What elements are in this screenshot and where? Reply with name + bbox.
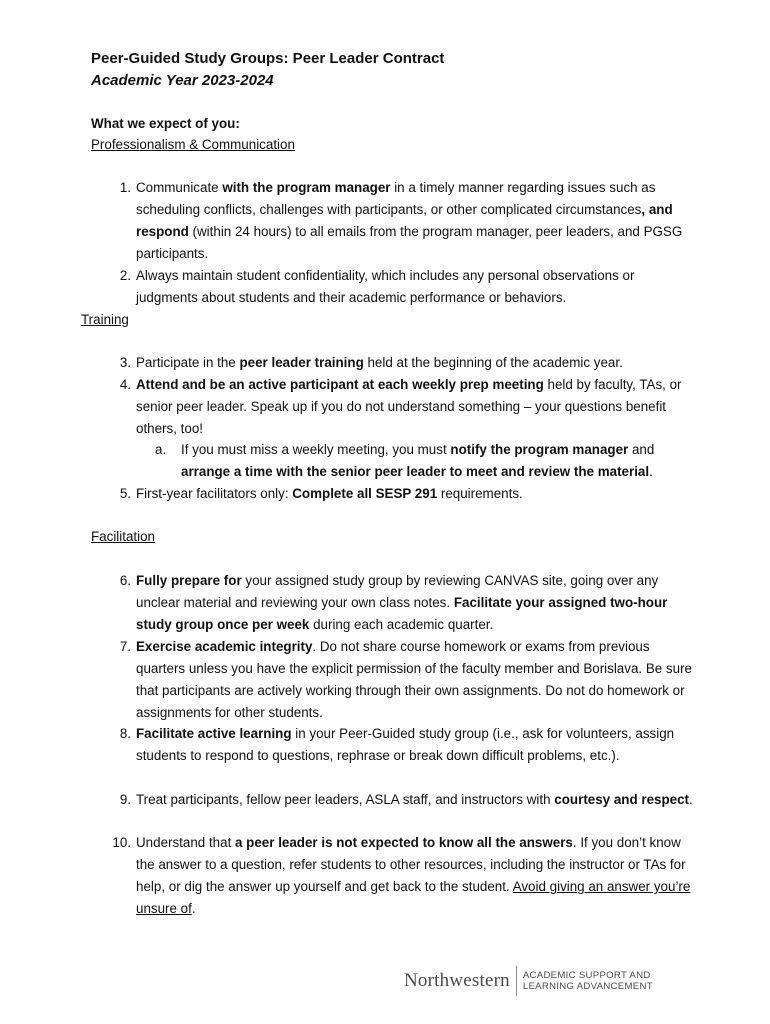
item-number: 9. (119, 792, 131, 807)
section-facilitation: Facilitation (91, 529, 156, 544)
item-number: 2. (119, 268, 131, 283)
list-item-5 (109, 483, 694, 505)
department-name: ACADEMIC SUPPORT AND LEARNING ADVANCEMENT (522, 970, 653, 992)
item-number: 8. (119, 726, 131, 741)
subitem-letter: a. (155, 442, 167, 457)
list-item-4 (109, 374, 694, 440)
list-item-10 (109, 832, 694, 920)
footer-logo (404, 965, 653, 997)
list-item-9 (109, 789, 694, 811)
item-number: 1. (119, 180, 131, 195)
item-text: Always maintain student confidentiality, which includes any personal observations or judgments about students and their academic performance or behaviors. (136, 268, 635, 305)
university-wordmark: Northwestern (404, 970, 510, 991)
item-text: Exercise academic integrity. Do not share course homework or exams from previous quarters unless you have the explicit permission of the faculty member and Borislava. Be sure that participants are actively working through their own assignments. Do not do homework or assignments for other students. (136, 639, 692, 720)
list-item-7 (109, 636, 694, 724)
item-number: 10. (112, 835, 131, 850)
list-item-1 (109, 177, 694, 265)
item-text: Facilitate active learning in your Peer-Guided study group (i.e., ask for volunteers, assign students to respond to questions, rephrase or break down difficult problems, etc.). (136, 726, 675, 763)
item-text: Attend and be an active participant at each weekly prep meeting held by faculty, TAs, or senior peer leader. Speak up if you do not understand something – your questions benefit others, too! (136, 377, 682, 436)
list-item-8 (109, 723, 694, 767)
item-number: 7. (119, 639, 131, 654)
item-text: Treat participants, fellow peer leaders, ASLA staff, and instructors with courtesy and respect. (136, 792, 693, 807)
logo-divider (516, 966, 517, 996)
item-text: Fully prepare for your assigned study group by reviewing CANVAS site, going over any unclear material and reviewing your own class notes. Facilitate your assigned two-hour study group once per week during each academic quarter. (136, 573, 668, 632)
item-number: 6. (119, 573, 131, 588)
list-item-6 (109, 570, 694, 636)
item-number: 3. (119, 355, 131, 370)
section-training: Training (81, 312, 129, 327)
item-text: Communicate with the program manager in a timely manner regarding issues such as scheduling conflicts, challenges with participants, or other complicated circumstances, and respond (within 24 hours) to all emails from the program manager, peer leaders, and PGSG participants. (136, 180, 683, 261)
list-item-2 (109, 265, 694, 309)
item-number: 5. (119, 486, 131, 501)
item-text: Understand that a peer leader is not expected to know all the answers. If you don’t know the answer to a question, refer students to other resources, including the instructor or TAs for help, or dig the answer up yourself and get back to the student. Avoid giving an answer you’re unsure of. (136, 835, 691, 916)
document-title: Peer-Guided Study Groups: Peer Leader Contract (91, 50, 445, 67)
subitem-text: If you must miss a weekly meeting, you must notify the program manager and arrange a time with the senior peer leader to meet and review the material. (181, 442, 655, 479)
document-subtitle: Academic Year 2023-2024 (91, 72, 274, 89)
item-text: Participate in the peer leader training held at the beginning of the academic year. (136, 355, 623, 370)
expectations-heading: What we expect of you: (91, 116, 240, 131)
section-professionalism: Professionalism & Communication (91, 137, 295, 152)
item-text: First-year facilitators only: Complete all SESP 291 requirements. (136, 486, 523, 501)
item-number: 4. (119, 377, 131, 392)
list-item-3 (109, 352, 694, 374)
list-subitem-4a (155, 439, 685, 483)
